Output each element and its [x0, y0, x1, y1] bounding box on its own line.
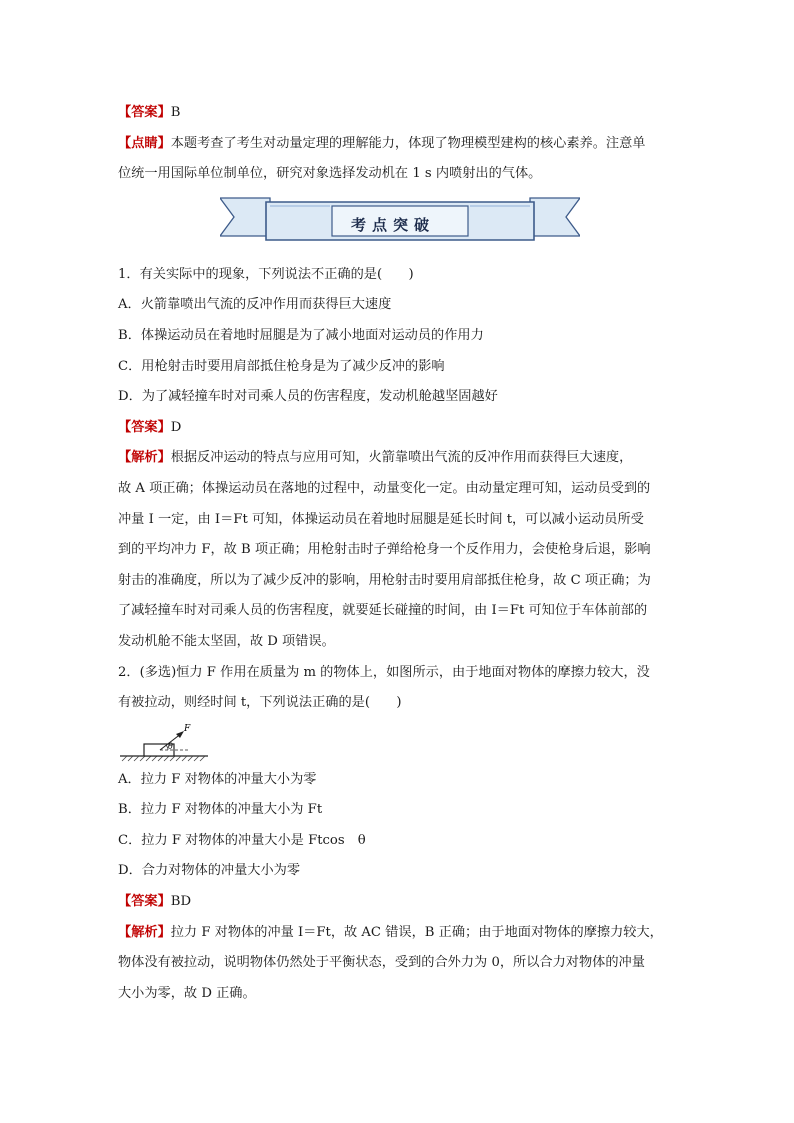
q2-analysis-line-2: 物体没有被拉动，说明物体仍然处于平衡状态，受到的合外力为 0，所以合力对物体的冲量 — [118, 955, 645, 971]
q2-analysis-line-1 — [118, 918, 678, 949]
tip-tag: 【点睛】 — [118, 135, 171, 151]
q1-answer-tag: 【答案】 — [118, 419, 171, 435]
q2-answer-tag: 【答案】 — [118, 894, 171, 910]
q1-analysis-line-6: 了减轻撞车时对司乘人员的伤害程度，就要延长碰撞的时间，由 I＝Ft 可知位于车体前部的 — [118, 603, 648, 619]
q2-answer-value: BD — [170, 894, 192, 910]
q1-analysis-line-1 — [118, 443, 678, 474]
q2-option-b: B．拉力 F 对物体的冲量大小为 Ft — [118, 802, 323, 818]
q2-option-d: D．合力对物体的冲量大小为零 — [118, 863, 301, 879]
section-banner — [118, 196, 678, 256]
q2-stem-2: 有被拉动，则经时间 t，下列说法正确的是( ) — [118, 695, 402, 711]
q2-analysis-text-1: 拉力 F 对物体的冲量 I＝Ft，故 AC 错误，B 正确；由于地面对物体的摩擦力较大， — [170, 924, 663, 940]
q2-option-c: C．拉力 F 对物体的冲量大小是 Ftcos θ — [118, 832, 366, 848]
q1-option-d: D．为了减轻撞车时对司乘人员的伤害程度，发动机舱越坚固越好 — [118, 389, 498, 405]
answer-tag: 【答案】 — [118, 105, 171, 120]
angle-label: θ — [168, 741, 173, 751]
answer-value: B — [170, 105, 181, 120]
q2-answer-line — [118, 887, 678, 918]
answer-line — [118, 98, 678, 129]
q1-stem: 1．有关实际中的现象，下列说法不正确的是( ) — [118, 266, 414, 282]
q1-option-a: A．火箭靠喷出气流的反冲作用而获得巨大速度 — [118, 297, 392, 313]
force-label: F — [184, 723, 191, 734]
q2-analysis-line-3: 大小为零，故 D 正确。 — [118, 985, 256, 1001]
tip-line-1 — [118, 129, 678, 160]
q2-option-a: A．拉力 F 对物体的冲量大小为零 — [118, 771, 317, 787]
q1-answer-line — [118, 413, 678, 444]
q1-analysis-line-2: 故 A 项正确；体操运动员在落地的过程中，动量变化一定。由动量定理可知，运动员受到的 — [118, 480, 651, 496]
tip-text-2: 位统一用国际单位制单位，研究对象选择发动机在 1 s 内喷射出的气体。 — [118, 166, 542, 182]
force-diagram — [118, 723, 678, 765]
banner-title: 考点突破 — [351, 215, 436, 234]
q1-analysis-line-5: 射击的准确度，所以为了减少反冲的影响，用枪射击时要用肩部抵住枪身，故 C 项正确；为 — [118, 572, 651, 588]
q1-analysis-tag: 【解析】 — [118, 450, 171, 466]
tip-text-1: 本题考查了考生对动量定理的理解能力，体现了物理模型建构的核心素养。注意单 — [170, 135, 646, 151]
tip-line-2 — [118, 159, 678, 190]
q2-stem-1: 2．(多选)恒力 F 作用在质量为 m 的物体上，如图所示，由于地面对物体的摩擦力较大，没 — [118, 664, 650, 680]
force-diagram-figure — [118, 723, 218, 765]
q1-option-b: B．体操运动员在着地时屈腿是为了减小地面对运动员的作用力 — [118, 327, 484, 343]
q1-analysis-line-3: 冲量 I 一定，由 I＝Ft 可知，体操运动员在着地时屈腿是延长时间 t，可以减小运动员所受 — [118, 511, 644, 527]
document-page — [118, 98, 678, 1009]
q2-analysis-tag: 【解析】 — [118, 924, 171, 940]
q1-option-c: C．用枪射击时要用肩部抵住枪身是为了减少反冲的影响 — [118, 358, 445, 374]
q1-analysis-line-4: 到的平均冲力 F，故 B 项正确；用枪射击时子弹给枪身一个反作用力，会使枪身后退，影响 — [118, 542, 651, 558]
q1-analysis-line-7: 发动机舱不能太坚固，故 D 项错误。 — [118, 633, 335, 649]
q1-analysis-text-1: 根据反冲运动的特点与应用可知，火箭靠喷出气流的反冲作用而获得巨大速度， — [170, 450, 633, 466]
q1-answer-value: D — [170, 419, 182, 435]
